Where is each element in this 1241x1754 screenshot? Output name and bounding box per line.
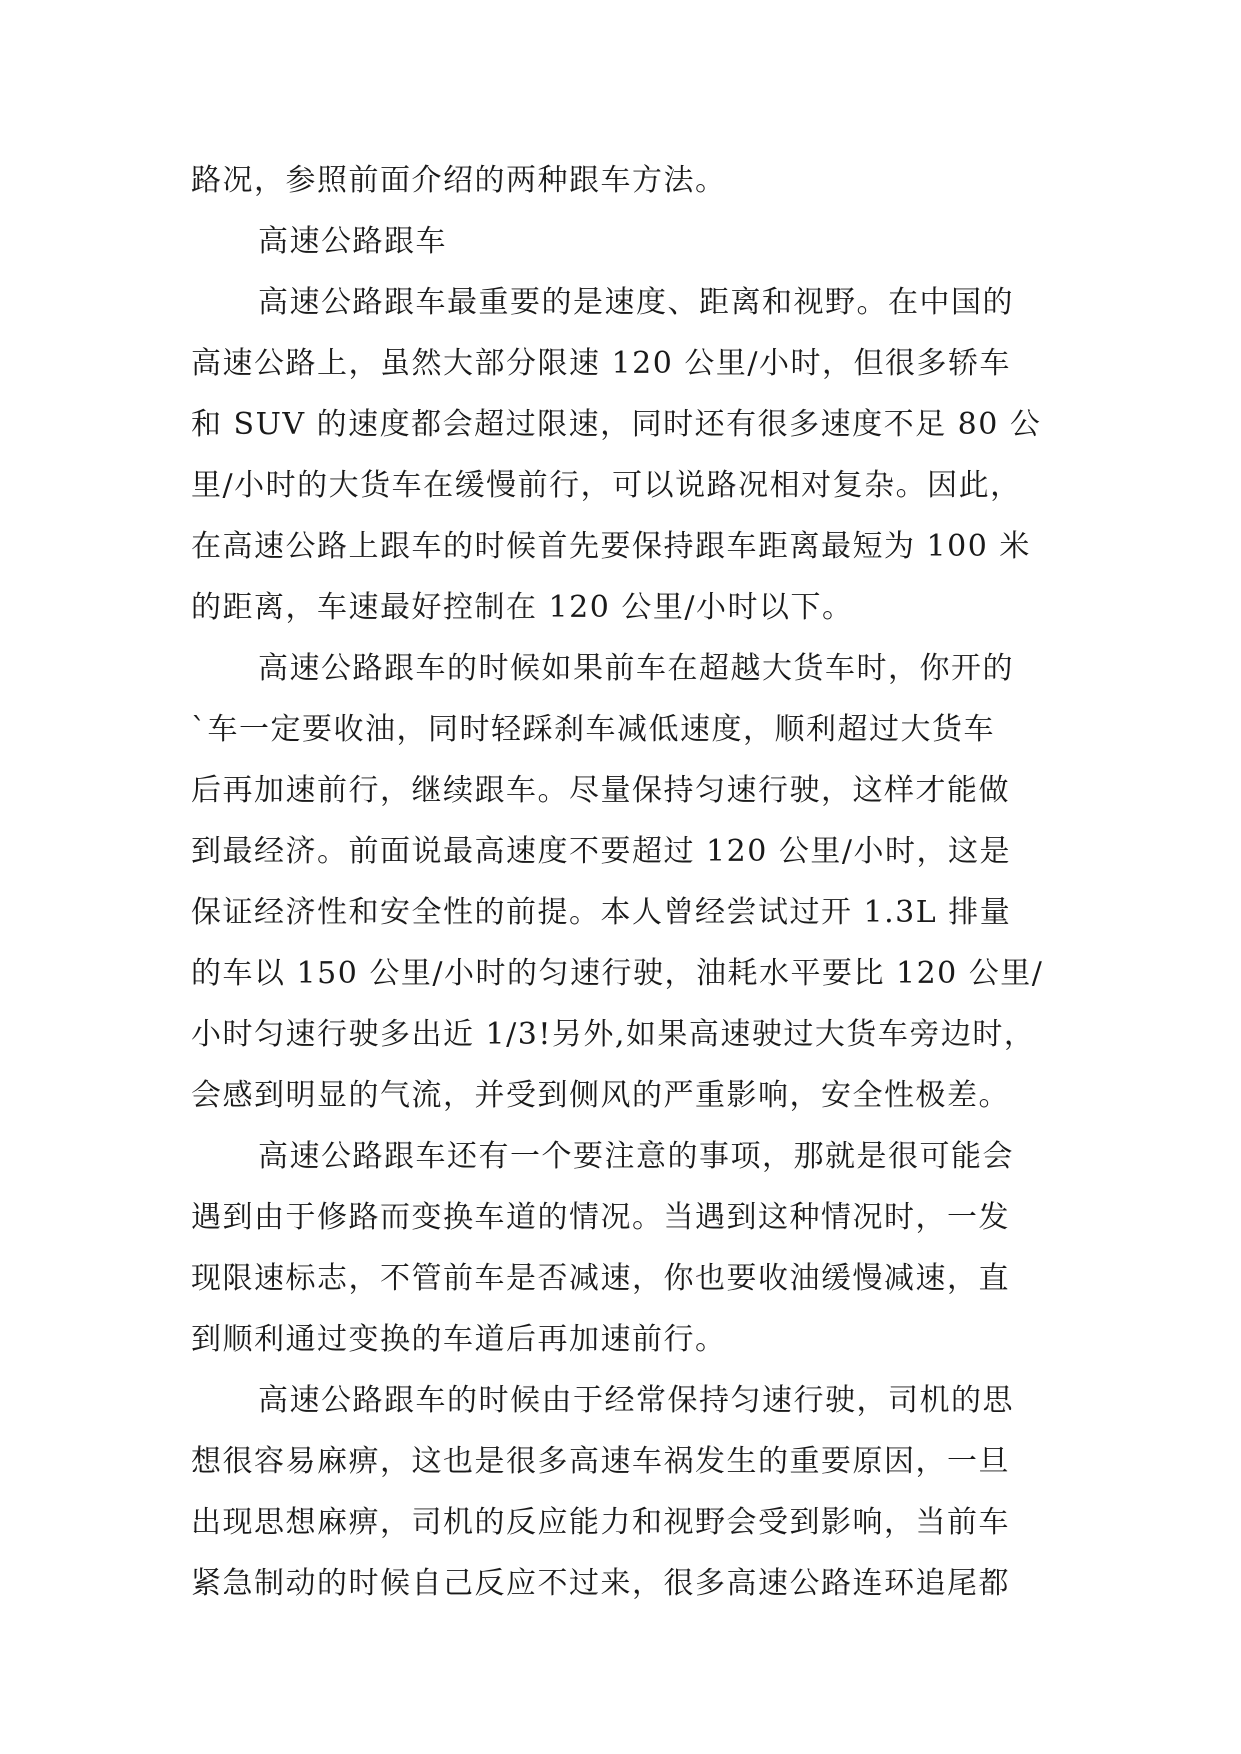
text-line: 小时匀速行驶多出近 1/3!另外,如果高速驶过大货车旁边时， [191,1017,1036,1052]
text-line: 的车以 150 公里/小时的匀速行驶，油耗水平要比 120 公里/ [191,956,1044,991]
text-line: 的距离，车速最好控制在 120 公里/小时以下。 [191,590,854,625]
section-heading: 高速公路跟车 [258,224,447,259]
text-line: 在高速公路上跟车的时候首先要保持跟车距离最短为 100 米 [191,529,1031,564]
text-line: 里/小时的大货车在缓慢前行，可以说路况相对复杂。因此， [191,468,1022,503]
text-line: 到最经济。前面说最高速度不要超过 120 公里/小时，这是 [191,834,1011,869]
text-line: 现限速标志，不管前车是否减速，你也要收油缓慢减速，直 [191,1261,1010,1296]
body-text [191,150,1081,1614]
text-line: 出现思想麻痹，司机的反应能力和视野会受到影响，当前车 [191,1505,1010,1540]
text-line: 遇到由于修路而变换车道的情况。当遇到这种情况时，一发 [191,1200,1010,1235]
text-line: 保证经济性和安全性的前提。本人曾经尝试过开 1.3L 排量 [191,895,1012,930]
text-line: 和 SUV 的速度都会超过限速，同时还有很多速度不足 80 公 [191,407,1042,442]
text-line: 到顺利通过变换的车道后再加速前行。 [191,1322,727,1357]
text-line: 后再加速前行，继续跟车。尽量保持匀速行驶，这样才能做 [191,773,1010,808]
text-line: 想很容易麻痹，这也是很多高速车祸发生的重要原因，一旦 [191,1444,1010,1479]
text-line: `车一定要收油，同时轻踩刹车减低速度，顺利超过大货车 [191,712,995,747]
text-line: 会感到明显的气流，并受到侧风的严重影响，安全性极差。 [191,1078,1010,1113]
text-line: 高速公路上，虽然大部分限速 120 公里/小时，但很多轿车 [191,346,1011,381]
text-line: 紧急制动的时候自己反应不过来，很多高速公路连环追尾都 [191,1566,1010,1601]
text-line: 高速公路跟车的时候如果前车在超越大货车时，你开的 [258,651,1014,686]
text-line: 高速公路跟车最重要的是速度、距离和视野。在中国的 [258,285,1014,320]
text-line: 路况，参照前面介绍的两种跟车方法。 [191,163,727,198]
text-line: 高速公路跟车还有一个要注意的事项，那就是很可能会 [258,1139,1014,1174]
text-line: 高速公路跟车的时候由于经常保持匀速行驶，司机的思 [258,1383,1014,1418]
